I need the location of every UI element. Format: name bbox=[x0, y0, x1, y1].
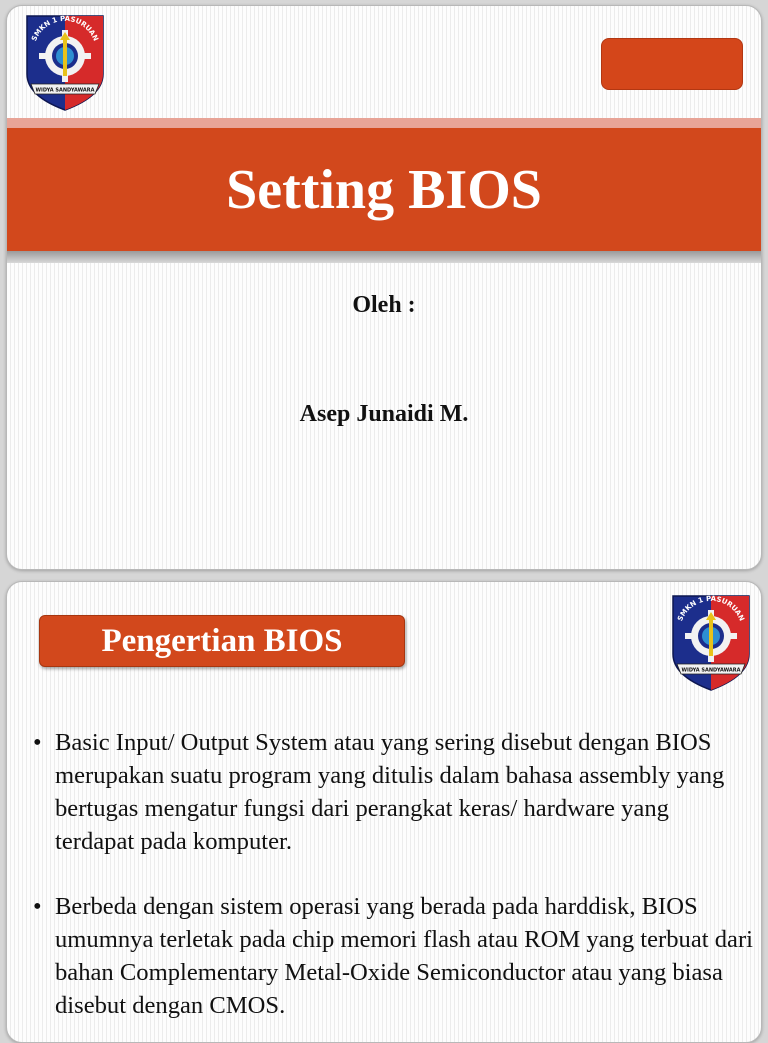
school-logo-emblem bbox=[21, 10, 109, 114]
list-item bbox=[33, 890, 753, 1022]
svg-text:SMKN 1 PASURUAN: SMKN 1 PASURUAN bbox=[30, 14, 100, 43]
title-slide bbox=[6, 5, 762, 570]
school-logo-emblem bbox=[667, 590, 755, 694]
school-logo bbox=[667, 590, 755, 694]
list-item bbox=[33, 726, 753, 858]
bullet-point-icon: • bbox=[33, 893, 42, 920]
section-heading: Pengertian BIOS bbox=[101, 622, 343, 659]
school-logo bbox=[21, 10, 109, 114]
slide-title: Setting BIOS bbox=[226, 158, 542, 221]
accent-tab bbox=[601, 38, 743, 90]
svg-text:SMKN 1 PASURUAN: SMKN 1 PASURUAN bbox=[676, 594, 746, 623]
author-name: Asep Junaidi M. bbox=[299, 401, 469, 427]
content-slide bbox=[6, 581, 762, 1043]
bullet-list bbox=[33, 726, 753, 1043]
title-band bbox=[7, 128, 761, 251]
by-label: Oleh : bbox=[352, 292, 416, 318]
section-heading-box bbox=[39, 615, 405, 667]
svg-text:WIDYA SANDYAWARA: WIDYA SANDYAWARA bbox=[35, 87, 95, 94]
bullet-point-icon: • bbox=[33, 729, 42, 756]
bullet-text: Berbeda dengan sistem operasi yang berada pada harddisk, BIOS umumnya terletak pada chip memori flash atau ROM yang terbuat dari bahan Complementary Metal-Oxide Semiconductor atau yang biasa disebut dengan CMOS. bbox=[55, 893, 753, 1019]
title-band-top-stripe bbox=[7, 118, 761, 128]
bullet-text: Basic Input/ Output System atau yang sering disebut dengan BIOS merupakan suatu program yang ditulis dalam bahasa assembly yang bertugas mengatur fungsi dari perangkat keras/ hardware yang terdapat pada komputer. bbox=[55, 729, 725, 855]
svg-text:WIDYA SANDYAWARA: WIDYA SANDYAWARA bbox=[681, 667, 741, 674]
title-band-shadow bbox=[7, 251, 761, 263]
